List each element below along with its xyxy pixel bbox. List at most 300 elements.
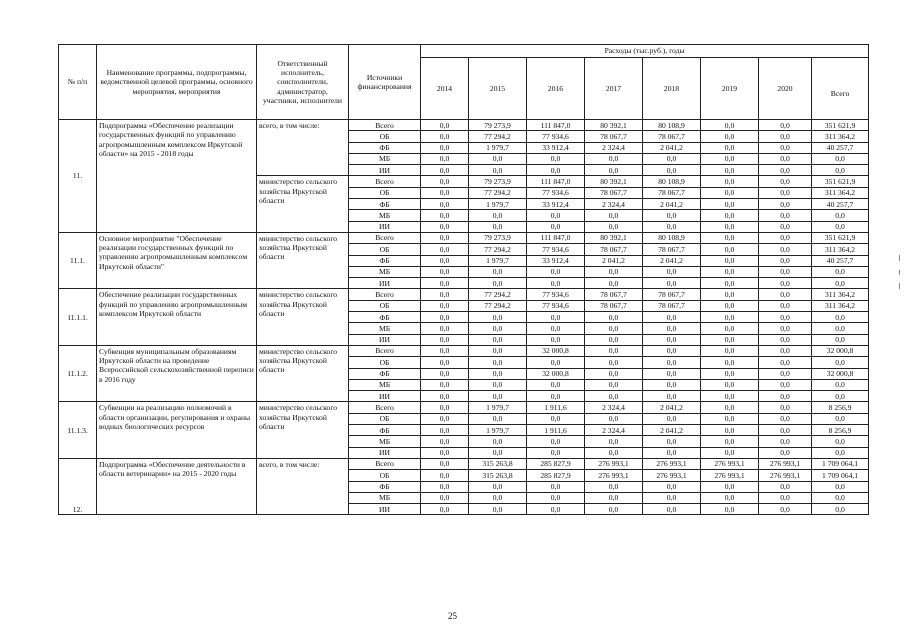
row-number: 11.1. <box>59 232 97 288</box>
total-value: 311 364,2 <box>812 244 869 255</box>
year-value: 0,0 <box>759 266 812 277</box>
year-value: 0,0 <box>421 334 469 345</box>
total-value: 311 364,2 <box>812 131 869 142</box>
year-value: 0,0 <box>759 187 812 198</box>
year-value: 0,0 <box>421 289 469 300</box>
year-value: 2 324,4 <box>585 425 643 436</box>
year-value: 0,0 <box>421 221 469 232</box>
funding-source: ИИ <box>349 278 421 289</box>
total-value: 0,0 <box>812 357 869 368</box>
year-value: 0,0 <box>421 187 469 198</box>
year-value: 0,0 <box>643 481 701 492</box>
year-value: 0,0 <box>643 278 701 289</box>
year-value: 0,0 <box>585 379 643 390</box>
year-value: 2 324,4 <box>585 402 643 413</box>
funding-source: Всего <box>349 120 421 131</box>
year-value: 0,0 <box>527 413 585 424</box>
year-value: 0,0 <box>759 289 812 300</box>
year-value: 0,0 <box>759 323 812 334</box>
year-value: 0,0 <box>759 300 812 311</box>
year-value: 0,0 <box>585 436 643 447</box>
year-value: 78 067,7 <box>585 300 643 311</box>
year-value: 0,0 <box>701 334 759 345</box>
year-value: 0,0 <box>759 345 812 356</box>
year-value: 0,0 <box>759 142 812 153</box>
year-value: 0,0 <box>643 323 701 334</box>
year-value: 315 263,8 <box>469 470 527 481</box>
year-value: 77 294,2 <box>469 244 527 255</box>
year-value: 0,0 <box>585 357 643 368</box>
funding-source: ОБ <box>349 187 421 198</box>
funding-source: ИИ <box>349 391 421 402</box>
funding-source: МБ <box>349 153 421 164</box>
year-value: 0,0 <box>701 402 759 413</box>
funding-source: ИИ <box>349 447 421 458</box>
table-body <box>59 120 869 515</box>
program-name: Основное мероприятие "Обеспечение реализации государственных функций по управлению агропромышленным комплексом Иркутской области" <box>97 232 257 288</box>
total-value: 351 621,9 <box>812 176 869 187</box>
year-value: 77 294,2 <box>469 289 527 300</box>
year-value: 276 993,1 <box>701 458 759 469</box>
year-value: 0,0 <box>701 176 759 187</box>
header-year: 2014 <box>421 58 469 120</box>
year-value: 0,0 <box>643 492 701 503</box>
funding-source: МБ <box>349 210 421 221</box>
year-value: 77 294,2 <box>469 131 527 142</box>
funding-source: ФБ <box>349 481 421 492</box>
year-value: 0,0 <box>421 413 469 424</box>
year-value: 0,0 <box>701 345 759 356</box>
total-value: 0,0 <box>812 165 869 176</box>
year-value: 78 067,7 <box>585 289 643 300</box>
year-value: 78 067,7 <box>585 131 643 142</box>
year-value: 0,0 <box>469 413 527 424</box>
year-value: 0,0 <box>469 379 527 390</box>
funding-source: ИИ <box>349 165 421 176</box>
year-value: 0,0 <box>759 120 812 131</box>
header-total: Всего <box>812 58 869 120</box>
header-year: 2019 <box>701 58 759 120</box>
year-value: 0,0 <box>421 278 469 289</box>
year-value: 0,0 <box>469 312 527 323</box>
total-value: 40 257,7 <box>812 199 869 210</box>
year-value: 1 979,7 <box>469 402 527 413</box>
year-value: 0,0 <box>421 425 469 436</box>
year-value: 0,0 <box>469 504 527 515</box>
year-value: 2 041,2 <box>643 402 701 413</box>
total-value: 40 257,7 <box>812 142 869 153</box>
year-value: 79 273,9 <box>469 232 527 243</box>
table-row <box>59 402 869 413</box>
year-value: 0,0 <box>643 210 701 221</box>
year-value: 0,0 <box>469 266 527 277</box>
year-value: 80 108,9 <box>643 120 701 131</box>
year-value: 0,0 <box>421 153 469 164</box>
year-value: 0,0 <box>701 447 759 458</box>
year-value: 1 979,7 <box>469 255 527 266</box>
year-value: 0,0 <box>701 436 759 447</box>
year-value: 0,0 <box>527 357 585 368</box>
year-value: 78 067,7 <box>643 187 701 198</box>
year-value: 0,0 <box>527 266 585 277</box>
year-value: 0,0 <box>759 199 812 210</box>
year-value: 0,0 <box>421 176 469 187</box>
year-value: 276 993,1 <box>643 470 701 481</box>
year-value: 0,0 <box>701 165 759 176</box>
year-value: 0,0 <box>421 323 469 334</box>
funding-source: ИИ <box>349 221 421 232</box>
table-row <box>59 458 869 469</box>
funding-source: ОБ <box>349 244 421 255</box>
header-executor: Ответственный исполнитель, соисполнители, администратор, участники, исполнители <box>257 45 349 120</box>
total-value: 0,0 <box>812 266 869 277</box>
margin-mark <box>899 270 900 275</box>
year-value: 0,0 <box>421 345 469 356</box>
year-value: 0,0 <box>585 278 643 289</box>
year-value: 0,0 <box>421 436 469 447</box>
total-value: 0,0 <box>812 413 869 424</box>
year-value: 0,0 <box>421 300 469 311</box>
funding-source: ФБ <box>349 425 421 436</box>
funding-source: ОБ <box>349 357 421 368</box>
year-value: 80 392,1 <box>585 120 643 131</box>
table-row <box>59 232 869 243</box>
year-value: 77 294,2 <box>469 300 527 311</box>
year-value: 0,0 <box>469 391 527 402</box>
year-value: 0,0 <box>469 334 527 345</box>
year-value: 111 847,0 <box>527 120 585 131</box>
year-value: 0,0 <box>759 312 812 323</box>
year-value: 0,0 <box>701 379 759 390</box>
year-value: 2 324,4 <box>585 199 643 210</box>
year-value: 0,0 <box>701 210 759 221</box>
program-name: Субвенции на реализацию полномочий в области организации, регулирования и охраны водных биологических ресурсов <box>97 402 257 458</box>
year-value: 0,0 <box>585 504 643 515</box>
year-value: 2 041,2 <box>585 255 643 266</box>
year-value: 0,0 <box>421 368 469 379</box>
table-row <box>59 345 869 356</box>
year-value: 0,0 <box>527 504 585 515</box>
year-value: 0,0 <box>527 334 585 345</box>
year-value: 0,0 <box>643 334 701 345</box>
year-value: 0,0 <box>421 458 469 469</box>
year-value: 0,0 <box>701 232 759 243</box>
funding-source: МБ <box>349 379 421 390</box>
total-value: 351 621,9 <box>812 120 869 131</box>
year-value: 0,0 <box>701 199 759 210</box>
year-value: 0,0 <box>701 142 759 153</box>
year-value: 0,0 <box>759 504 812 515</box>
total-value: 0,0 <box>812 481 869 492</box>
year-value: 0,0 <box>643 312 701 323</box>
year-value: 0,0 <box>527 210 585 221</box>
year-value: 0,0 <box>701 425 759 436</box>
header-year: 2017 <box>585 58 643 120</box>
year-value: 80 108,9 <box>643 176 701 187</box>
total-value: 0,0 <box>812 278 869 289</box>
year-value: 0,0 <box>421 481 469 492</box>
year-value: 0,0 <box>701 266 759 277</box>
year-value: 0,0 <box>421 391 469 402</box>
year-value: 0,0 <box>585 165 643 176</box>
year-value: 0,0 <box>469 481 527 492</box>
total-value: 0,0 <box>812 492 869 503</box>
funding-source: ФБ <box>349 142 421 153</box>
executor-name: министерство сельского хозяйства Иркутской области <box>257 402 349 458</box>
year-value: 0,0 <box>759 153 812 164</box>
year-value: 0,0 <box>421 470 469 481</box>
year-value: 32 000,8 <box>527 345 585 356</box>
row-number: 11.1.2. <box>59 345 97 401</box>
year-value: 78 067,7 <box>585 244 643 255</box>
year-value: 0,0 <box>759 210 812 221</box>
year-value: 0,0 <box>421 447 469 458</box>
year-value: 0,0 <box>701 504 759 515</box>
year-value: 77 294,2 <box>469 187 527 198</box>
year-value: 0,0 <box>585 492 643 503</box>
funding-source: Всего <box>349 458 421 469</box>
year-value: 0,0 <box>421 266 469 277</box>
year-value: 2 041,2 <box>643 142 701 153</box>
year-value: 0,0 <box>469 278 527 289</box>
year-value: 2 041,2 <box>643 255 701 266</box>
year-value: 80 392,1 <box>585 232 643 243</box>
year-value: 78 067,7 <box>643 289 701 300</box>
year-value: 0,0 <box>421 120 469 131</box>
funding-source: Всего <box>349 289 421 300</box>
total-value: 0,0 <box>812 312 869 323</box>
year-value: 0,0 <box>643 391 701 402</box>
total-value: 0,0 <box>812 436 869 447</box>
year-value: 1 979,7 <box>469 199 527 210</box>
year-value: 0,0 <box>585 312 643 323</box>
year-value: 0,0 <box>701 413 759 424</box>
funding-source: ФБ <box>349 199 421 210</box>
year-value: 32 000,8 <box>527 368 585 379</box>
funding-source: МБ <box>349 323 421 334</box>
year-value: 0,0 <box>701 221 759 232</box>
year-value: 0,0 <box>421 165 469 176</box>
year-value: 0,0 <box>643 221 701 232</box>
funding-source: Всего <box>349 345 421 356</box>
year-value: 0,0 <box>527 481 585 492</box>
year-value: 0,0 <box>643 413 701 424</box>
funding-source: ФБ <box>349 312 421 323</box>
year-value: 0,0 <box>469 345 527 356</box>
total-value: 8 256,9 <box>812 425 869 436</box>
funding-source: Всего <box>349 232 421 243</box>
year-value: 0,0 <box>643 165 701 176</box>
row-number: 12. <box>59 458 97 514</box>
total-value: 1 709 064,1 <box>812 470 869 481</box>
year-value: 0,0 <box>469 221 527 232</box>
executor-name: всего, в том числе: <box>257 120 349 176</box>
year-value: 276 993,1 <box>643 458 701 469</box>
year-value: 0,0 <box>643 447 701 458</box>
year-value: 0,0 <box>701 120 759 131</box>
budget-table-sheet <box>58 44 868 515</box>
year-value: 0,0 <box>701 368 759 379</box>
year-value: 276 993,1 <box>759 470 812 481</box>
funding-source: ОБ <box>349 413 421 424</box>
year-value: 0,0 <box>759 368 812 379</box>
year-value: 0,0 <box>759 481 812 492</box>
year-value: 77 934,6 <box>527 187 585 198</box>
year-value: 0,0 <box>469 492 527 503</box>
year-value: 0,0 <box>469 210 527 221</box>
year-value: 0,0 <box>469 153 527 164</box>
year-value: 0,0 <box>469 165 527 176</box>
year-value: 0,0 <box>421 402 469 413</box>
year-value: 0,0 <box>759 492 812 503</box>
total-value: 0,0 <box>812 221 869 232</box>
program-name: Субвенция муниципальным образованиям Иркутской области на проведение Всероссийской сельскохозяйственной переписи в 2016 году <box>97 345 257 401</box>
year-value: 0,0 <box>759 131 812 142</box>
row-number: 11.1.1. <box>59 289 97 345</box>
year-value: 315 263,8 <box>469 458 527 469</box>
year-value: 0,0 <box>701 391 759 402</box>
year-value: 0,0 <box>643 153 701 164</box>
year-value: 0,0 <box>701 278 759 289</box>
year-value: 0,0 <box>759 278 812 289</box>
year-value: 0,0 <box>527 221 585 232</box>
year-value: 80 108,9 <box>643 232 701 243</box>
funding-source: Всего <box>349 176 421 187</box>
total-value: 40 257,7 <box>812 255 869 266</box>
year-value: 0,0 <box>527 391 585 402</box>
budget-table <box>58 44 869 515</box>
year-value: 0,0 <box>421 492 469 503</box>
year-value: 0,0 <box>585 334 643 345</box>
year-value: 0,0 <box>585 391 643 402</box>
table-header <box>59 45 869 120</box>
header-num: № п/п <box>59 45 97 120</box>
executor-name: министерство сельского хозяйства Иркутской области <box>257 232 349 288</box>
funding-source: МБ <box>349 492 421 503</box>
year-value: 0,0 <box>759 391 812 402</box>
year-value: 0,0 <box>421 312 469 323</box>
total-value: 311 364,2 <box>812 289 869 300</box>
year-value: 276 993,1 <box>701 470 759 481</box>
year-value: 78 067,7 <box>643 131 701 142</box>
header-source: Источники финансирования <box>349 45 421 120</box>
year-value: 285 827,9 <box>527 470 585 481</box>
margin-mark <box>899 283 900 289</box>
total-value: 0,0 <box>812 210 869 221</box>
year-value: 0,0 <box>759 334 812 345</box>
total-value: 8 256,9 <box>812 402 869 413</box>
header-expenses: Расходы (тыс.руб.), годы <box>421 45 869 58</box>
year-value: 78 067,7 <box>643 300 701 311</box>
year-value: 0,0 <box>469 447 527 458</box>
year-value: 0,0 <box>759 402 812 413</box>
year-value: 78 067,7 <box>643 244 701 255</box>
program-name: Обеспечение реализации государственных функций по управлению агропромышленным комплексом Иркутской области <box>97 289 257 345</box>
year-value: 0,0 <box>759 447 812 458</box>
year-value: 0,0 <box>759 379 812 390</box>
year-value: 78 067,7 <box>585 187 643 198</box>
total-value: 0,0 <box>812 334 869 345</box>
header-year: 2020 <box>759 58 812 120</box>
year-value: 0,0 <box>701 131 759 142</box>
executor-name: министерство сельского хозяйства Иркутской области <box>257 345 349 401</box>
year-value: 0,0 <box>643 357 701 368</box>
year-value: 0,0 <box>701 323 759 334</box>
year-value: 0,0 <box>759 221 812 232</box>
total-value: 351 621,9 <box>812 232 869 243</box>
year-value: 0,0 <box>527 165 585 176</box>
year-value: 77 934,6 <box>527 131 585 142</box>
year-value: 0,0 <box>527 492 585 503</box>
total-value: 311 364,2 <box>812 300 869 311</box>
year-value: 80 392,1 <box>585 176 643 187</box>
year-value: 1 979,7 <box>469 142 527 153</box>
funding-source: ФБ <box>349 368 421 379</box>
year-value: 0,0 <box>759 165 812 176</box>
year-value: 0,0 <box>421 255 469 266</box>
year-value: 0,0 <box>585 368 643 379</box>
year-value: 0,0 <box>759 436 812 447</box>
page-number: 25 <box>448 611 457 621</box>
year-value: 111 847,0 <box>527 176 585 187</box>
row-number: 11.1.3. <box>59 402 97 458</box>
total-value: 0,0 <box>812 153 869 164</box>
year-value: 0,0 <box>421 199 469 210</box>
year-value: 0,0 <box>701 289 759 300</box>
year-value: 0,0 <box>527 153 585 164</box>
header-year: 2015 <box>469 58 527 120</box>
year-value: 0,0 <box>469 368 527 379</box>
year-value: 0,0 <box>527 379 585 390</box>
year-value: 0,0 <box>527 323 585 334</box>
year-value: 0,0 <box>527 447 585 458</box>
total-value: 0,0 <box>812 391 869 402</box>
year-value: 0,0 <box>421 131 469 142</box>
funding-source: МБ <box>349 436 421 447</box>
executor-name: всего, в том числе: <box>257 458 349 514</box>
total-value: 32 000,8 <box>812 368 869 379</box>
header-year: 2016 <box>527 58 585 120</box>
year-value: 0,0 <box>585 221 643 232</box>
funding-source: Всего <box>349 402 421 413</box>
total-value: 311 364,2 <box>812 187 869 198</box>
year-value: 0,0 <box>643 436 701 447</box>
funding-source: ФБ <box>349 255 421 266</box>
funding-source: ОБ <box>349 300 421 311</box>
total-value: 0,0 <box>812 504 869 515</box>
year-value: 33 912,4 <box>527 199 585 210</box>
year-value: 111 847,0 <box>527 232 585 243</box>
year-value: 0,0 <box>701 357 759 368</box>
header-name: Наименование программы, подпрограммы, ведомственной целевой программы, основного мероприятия, мероприятия <box>97 45 257 120</box>
header-year: 2018 <box>643 58 701 120</box>
year-value: 0,0 <box>469 323 527 334</box>
year-value: 0,0 <box>585 345 643 356</box>
year-value: 276 993,1 <box>759 458 812 469</box>
year-value: 2 324,4 <box>585 142 643 153</box>
year-value: 276 993,1 <box>585 470 643 481</box>
year-value: 1 911,6 <box>527 425 585 436</box>
year-value: 0,0 <box>421 379 469 390</box>
year-value: 1 911,6 <box>527 402 585 413</box>
year-value: 0,0 <box>643 504 701 515</box>
year-value: 79 273,9 <box>469 120 527 131</box>
year-value: 285 827,9 <box>527 458 585 469</box>
year-value: 0,0 <box>421 210 469 221</box>
year-value: 2 041,2 <box>643 199 701 210</box>
year-value: 0,0 <box>585 323 643 334</box>
funding-source: ИИ <box>349 334 421 345</box>
